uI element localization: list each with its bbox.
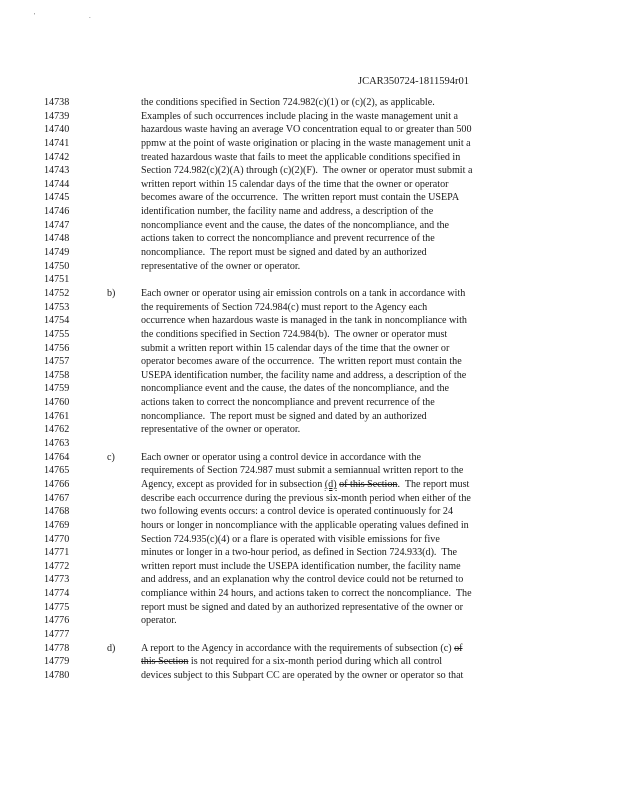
text-segment: actions taken to correct the noncompliance and prevent recurrence of the	[141, 397, 435, 409]
line-text	[141, 546, 457, 560]
line-text	[141, 573, 463, 587]
line-text	[141, 355, 462, 369]
document-line	[0, 137, 618, 151]
text-segment: operator.	[141, 615, 177, 627]
text-segment: becomes aware of the occurrence. The written report must contain the USEPA	[141, 192, 460, 204]
document-line	[0, 601, 618, 615]
document-line	[0, 533, 618, 547]
document-line	[0, 628, 618, 642]
text-segment: Section 724.935(c)(4) or a flare is operated with visible emissions for five	[141, 533, 440, 545]
line-text	[141, 601, 463, 615]
text-segment: treated hazardous waste that fails to meet the applicable conditions specified in	[141, 151, 461, 163]
line-number: 14760	[44, 397, 70, 409]
line-number: 14764	[44, 451, 70, 463]
document-line	[0, 246, 618, 260]
document-line	[0, 369, 618, 383]
text-segment: A report to the Agency in accordance with the requirements of subsection (c)	[141, 642, 455, 654]
line-text	[141, 614, 177, 628]
document-line	[0, 478, 618, 492]
text-segment: compliance within 24 hours, and actions taken to correct the noncompliance. The	[141, 588, 472, 600]
document-line	[0, 287, 618, 301]
text-segment: representative of the owner or operator.	[141, 424, 301, 436]
line-number: 14762	[44, 424, 70, 436]
document-line	[0, 96, 618, 110]
document-line	[0, 519, 618, 533]
document-line	[0, 301, 618, 315]
document-line	[0, 669, 618, 683]
line-number: 14768	[44, 506, 70, 518]
document-line	[0, 355, 618, 369]
line-number: 14747	[44, 219, 70, 231]
line-number: 14756	[44, 342, 70, 354]
document-line	[0, 396, 618, 410]
line-text	[141, 587, 472, 601]
line-text	[141, 410, 427, 424]
line-text	[141, 246, 427, 260]
document-line	[0, 437, 618, 451]
text-segment: USEPA identification number, the facility name and address, a description of the	[141, 369, 467, 381]
document-line	[0, 655, 618, 669]
line-text	[141, 328, 447, 342]
text-segment: the requirements of Section 724.984(c) must report to the Agency each	[141, 301, 428, 313]
document-line	[0, 342, 618, 356]
document-line	[0, 451, 618, 465]
document-line	[0, 560, 618, 574]
document-line	[0, 614, 618, 628]
document-line	[0, 573, 618, 587]
document-line	[0, 164, 618, 178]
line-text	[141, 191, 459, 205]
text-segment: written report must include the USEPA identification number, the facility name	[141, 560, 461, 572]
line-text	[141, 669, 463, 683]
document-line	[0, 314, 618, 328]
text-segment: operator becomes aware of the occurrence. The written report must contain the	[141, 356, 462, 368]
line-number: 14755	[44, 328, 70, 340]
line-text	[141, 164, 472, 178]
line-text	[141, 123, 472, 137]
line-text	[141, 301, 427, 315]
line-text	[141, 219, 449, 233]
line-number: 14753	[44, 301, 70, 313]
line-number: 14742	[44, 151, 70, 163]
subsection-label: b)	[107, 287, 116, 299]
line-number: 14761	[44, 410, 70, 422]
line-number: 14757	[44, 356, 70, 368]
text-segment: describe each occurrence during the previous six-month period when either of the	[141, 492, 471, 504]
line-number: 14752	[44, 287, 70, 299]
text-segment: noncompliance. The report must be signed and dated by an authorized	[141, 410, 427, 422]
document-id: JCAR350724-1811594r01	[358, 76, 470, 87]
line-number: 14740	[44, 124, 70, 136]
text-segment: noncompliance event and the cause, the dates of the noncompliance, and the	[141, 219, 450, 231]
line-text	[141, 287, 465, 301]
line-text	[141, 505, 453, 519]
text-segment: Each owner or operator using air emission controls on a tank in accordance with	[141, 287, 466, 299]
document-line	[0, 328, 618, 342]
line-text	[141, 151, 460, 165]
line-number: 14778	[44, 642, 70, 654]
line-number: 14741	[44, 137, 70, 149]
line-number: 14759	[44, 383, 70, 395]
line-number: 14739	[44, 110, 70, 122]
document-line	[0, 587, 618, 601]
line-text	[141, 382, 449, 396]
line-text	[141, 464, 463, 478]
line-number: 14771	[44, 547, 70, 559]
line-number: 14749	[44, 247, 70, 259]
line-text	[141, 423, 300, 437]
line-text	[141, 205, 433, 219]
text-segment: requirements of Section 724.987 must submit a semiannual written report to the	[141, 465, 464, 477]
line-number: 14763	[44, 438, 70, 450]
line-text	[141, 342, 449, 356]
line-number: 14767	[44, 492, 70, 504]
line-number: 14748	[44, 233, 70, 245]
text-segment: Agency, except as provided for in subsection	[141, 478, 325, 490]
deleted-text: this Section	[141, 656, 189, 668]
line-number: 14745	[44, 192, 70, 204]
line-number: 14751	[44, 274, 70, 286]
line-number: 14772	[44, 560, 70, 572]
corner-marks: ' .	[34, 12, 117, 20]
text-segment: actions taken to correct the noncompliance and prevent recurrence of the	[141, 233, 435, 245]
text-segment: the conditions specified in Section 724.982(c)(1) or (c)(2), as applicable.	[141, 97, 435, 108]
text-segment: Section 724.982(c)(2)(A) through (c)(2)(F). The owner or operator must submit a	[141, 165, 473, 177]
line-number: 14750	[44, 260, 70, 272]
line-text	[141, 655, 442, 669]
document-line	[0, 110, 618, 124]
line-number: 14765	[44, 465, 70, 477]
numbered-lines	[0, 96, 618, 683]
line-number: 14746	[44, 206, 70, 218]
line-text	[141, 492, 471, 506]
document-line	[0, 151, 618, 165]
inserted-text: (d)	[324, 478, 337, 490]
text-segment: minutes or longer in a two-hour period, as defined in Section 724.933(d). The	[141, 547, 458, 559]
line-text	[141, 96, 435, 110]
line-number: 14758	[44, 369, 70, 381]
text-segment: . The report must	[397, 478, 470, 490]
text-segment: written report within 15 calendar days of the time that the owner or operator	[141, 178, 449, 190]
text-segment: noncompliance event and the cause, the dates of the noncompliance, and the	[141, 383, 450, 395]
document-line	[0, 410, 618, 424]
line-number: 14774	[44, 588, 70, 600]
document-line	[0, 178, 618, 192]
document-line	[0, 273, 618, 287]
document-line	[0, 232, 618, 246]
text-segment: representative of the owner or operator.	[141, 260, 301, 272]
line-text	[141, 519, 469, 533]
document-line	[0, 123, 618, 137]
line-number: 14743	[44, 165, 70, 177]
text-segment: ppmw at the point of waste origination or placing in the waste management unit a	[141, 137, 471, 149]
subsection-label: d)	[107, 642, 116, 654]
line-number: 14744	[44, 178, 70, 190]
text-segment: hazardous waste having an average VO concentration equal to or greater than 500	[141, 124, 472, 136]
line-number: 14780	[44, 669, 70, 681]
line-text	[141, 232, 435, 246]
document-line	[0, 505, 618, 519]
line-number: 14738	[44, 97, 70, 108]
line-text	[141, 110, 458, 124]
line-number: 14766	[44, 478, 70, 490]
text-segment: two following events occurs: a control device is operated continuously for 24	[141, 506, 453, 518]
line-number: 14776	[44, 615, 70, 627]
deleted-text: of this Section	[339, 478, 398, 490]
document-line	[0, 492, 618, 506]
line-text	[141, 533, 440, 547]
text-segment: identification number, the facility name and address, a description of the	[141, 206, 434, 218]
text-segment: hours or longer in noncompliance with the applicable operating values defined in	[141, 519, 469, 531]
document-line	[0, 382, 618, 396]
text-segment: report must be signed and dated by an authorized representative of the owner or	[141, 601, 464, 613]
document-line	[0, 546, 618, 560]
document-line	[0, 464, 618, 478]
document-line	[0, 642, 618, 656]
line-text	[141, 260, 300, 274]
line-number: 14777	[44, 628, 70, 640]
line-text	[141, 478, 469, 492]
line-number: 14779	[44, 656, 70, 668]
document-line	[0, 219, 618, 233]
line-text	[141, 314, 467, 328]
document-line	[0, 191, 618, 205]
text-segment: is not required for a six-month period during which all control	[188, 656, 443, 668]
line-number: 14775	[44, 601, 70, 613]
line-number: 14769	[44, 519, 70, 531]
text-segment: and address, and an explanation why the control device could not be returned to	[141, 574, 464, 586]
line-text	[141, 178, 448, 192]
document-line	[0, 423, 618, 437]
text-segment: noncompliance. The report must be signed and dated by an authorized	[141, 247, 427, 259]
text-segment: devices subject to this Subpart CC are operated by the owner or operator so that	[141, 669, 464, 681]
line-number: 14754	[44, 315, 70, 327]
deleted-text: of	[454, 642, 463, 654]
document-line	[0, 205, 618, 219]
line-text	[141, 451, 421, 465]
subsection-label: c)	[107, 451, 115, 463]
line-text	[141, 396, 435, 410]
text-segment: Examples of such occurrences include placing in the waste management unit a	[141, 110, 458, 122]
line-text	[141, 369, 466, 383]
line-number: 14773	[44, 574, 70, 586]
text-segment: Each owner or operator using a control device in accordance with the	[141, 451, 421, 463]
line-text	[141, 137, 471, 151]
text-segment: submit a written report within 15 calendar days of the time that the owner or	[141, 342, 450, 354]
document-line	[0, 260, 618, 274]
line-text	[141, 560, 461, 574]
line-text	[141, 642, 463, 656]
line-number: 14770	[44, 533, 70, 545]
text-segment: occurrence when hazardous waste is managed in the tank in noncompliance with	[141, 315, 467, 327]
text-segment: the conditions specified in Section 724.984(b). The owner or operator must	[141, 328, 448, 340]
